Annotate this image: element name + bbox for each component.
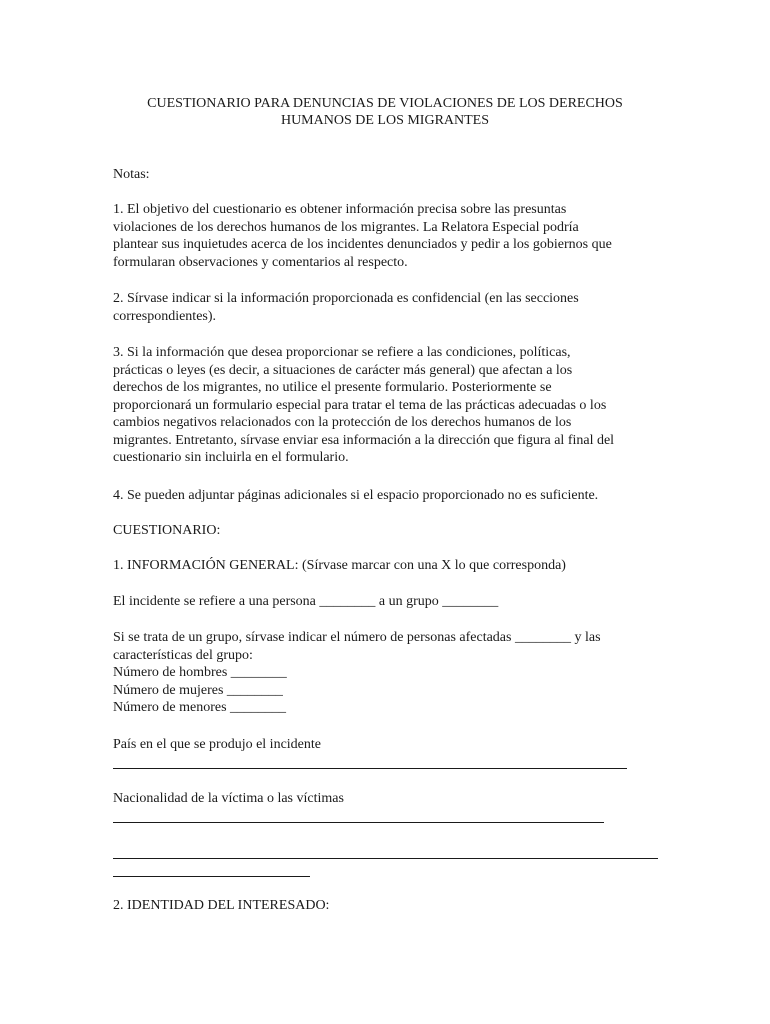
country-label: País en el que se produjo el incidente [113, 737, 321, 752]
document-title: CUESTIONARIO PARA DENUNCIAS DE VIOLACIONES DE LOS DERECHOS HUMANOS DE LOS MIGRANTES [147, 96, 623, 128]
section-2-heading: 2. IDENTIDAD DEL INTERESADO: [113, 898, 330, 913]
notes-heading: Notas: [113, 167, 150, 182]
nationality-answer-line [113, 822, 604, 823]
note-1: 1. El objetivo del cuestionario es obtener información precisa sobre las presuntas violaciones de los derechos humanos de los migrantes. La Relatora Especial podría plantear sus inquietudes acerca de los incidentes denunciados y pedir a los gobiernos que formularan observaciones y comentarios al respecto. [113, 202, 612, 270]
group-details: Si se trata de un grupo, sírvase indicar el número de personas afectadas ________ y las características del grupo: Número de hombres ________ Número de mujeres ________ Número de menores ________ [113, 630, 601, 715]
note-3: 3. Si la información que desea proporcionar se refiere a las condiciones, políticas, prácticas o leyes (es decir, a situaciones de carácter más general) que afectan a los derechos de los migrantes, no utilice el presente formulario. Posteriormente se proporcionará un formulario especial para tratar el tema de las prácticas adecuadas o los cambios negativos relacionados con la protección de los derechos humanos de los migrantes. Entretanto, sírvase enviar esa información a la dirección que figura al final del cuestionario sin incluirla en el formulario. [113, 345, 615, 465]
questionnaire-heading: CUESTIONARIO: [113, 523, 221, 538]
extra-answer-line-2 [113, 876, 310, 877]
note-2: 2. Sírvase indicar si la información proporcionada es confidencial (en las secciones correspondientes). [113, 291, 579, 324]
incident-type-line: El incidente se refiere a una persona ________ a un grupo ________ [113, 594, 499, 609]
section-1-heading: 1. INFORMACIÓN GENERAL: (Sírvase marcar con una X lo que corresponda) [113, 558, 566, 573]
country-answer-line [113, 768, 627, 769]
note-4: 4. Se pueden adjuntar páginas adicionales si el espacio proporcionado no es suficiente. [113, 488, 599, 503]
nationality-label: Nacionalidad de la víctima o las víctimas [113, 791, 344, 806]
extra-answer-line-1 [113, 858, 658, 859]
